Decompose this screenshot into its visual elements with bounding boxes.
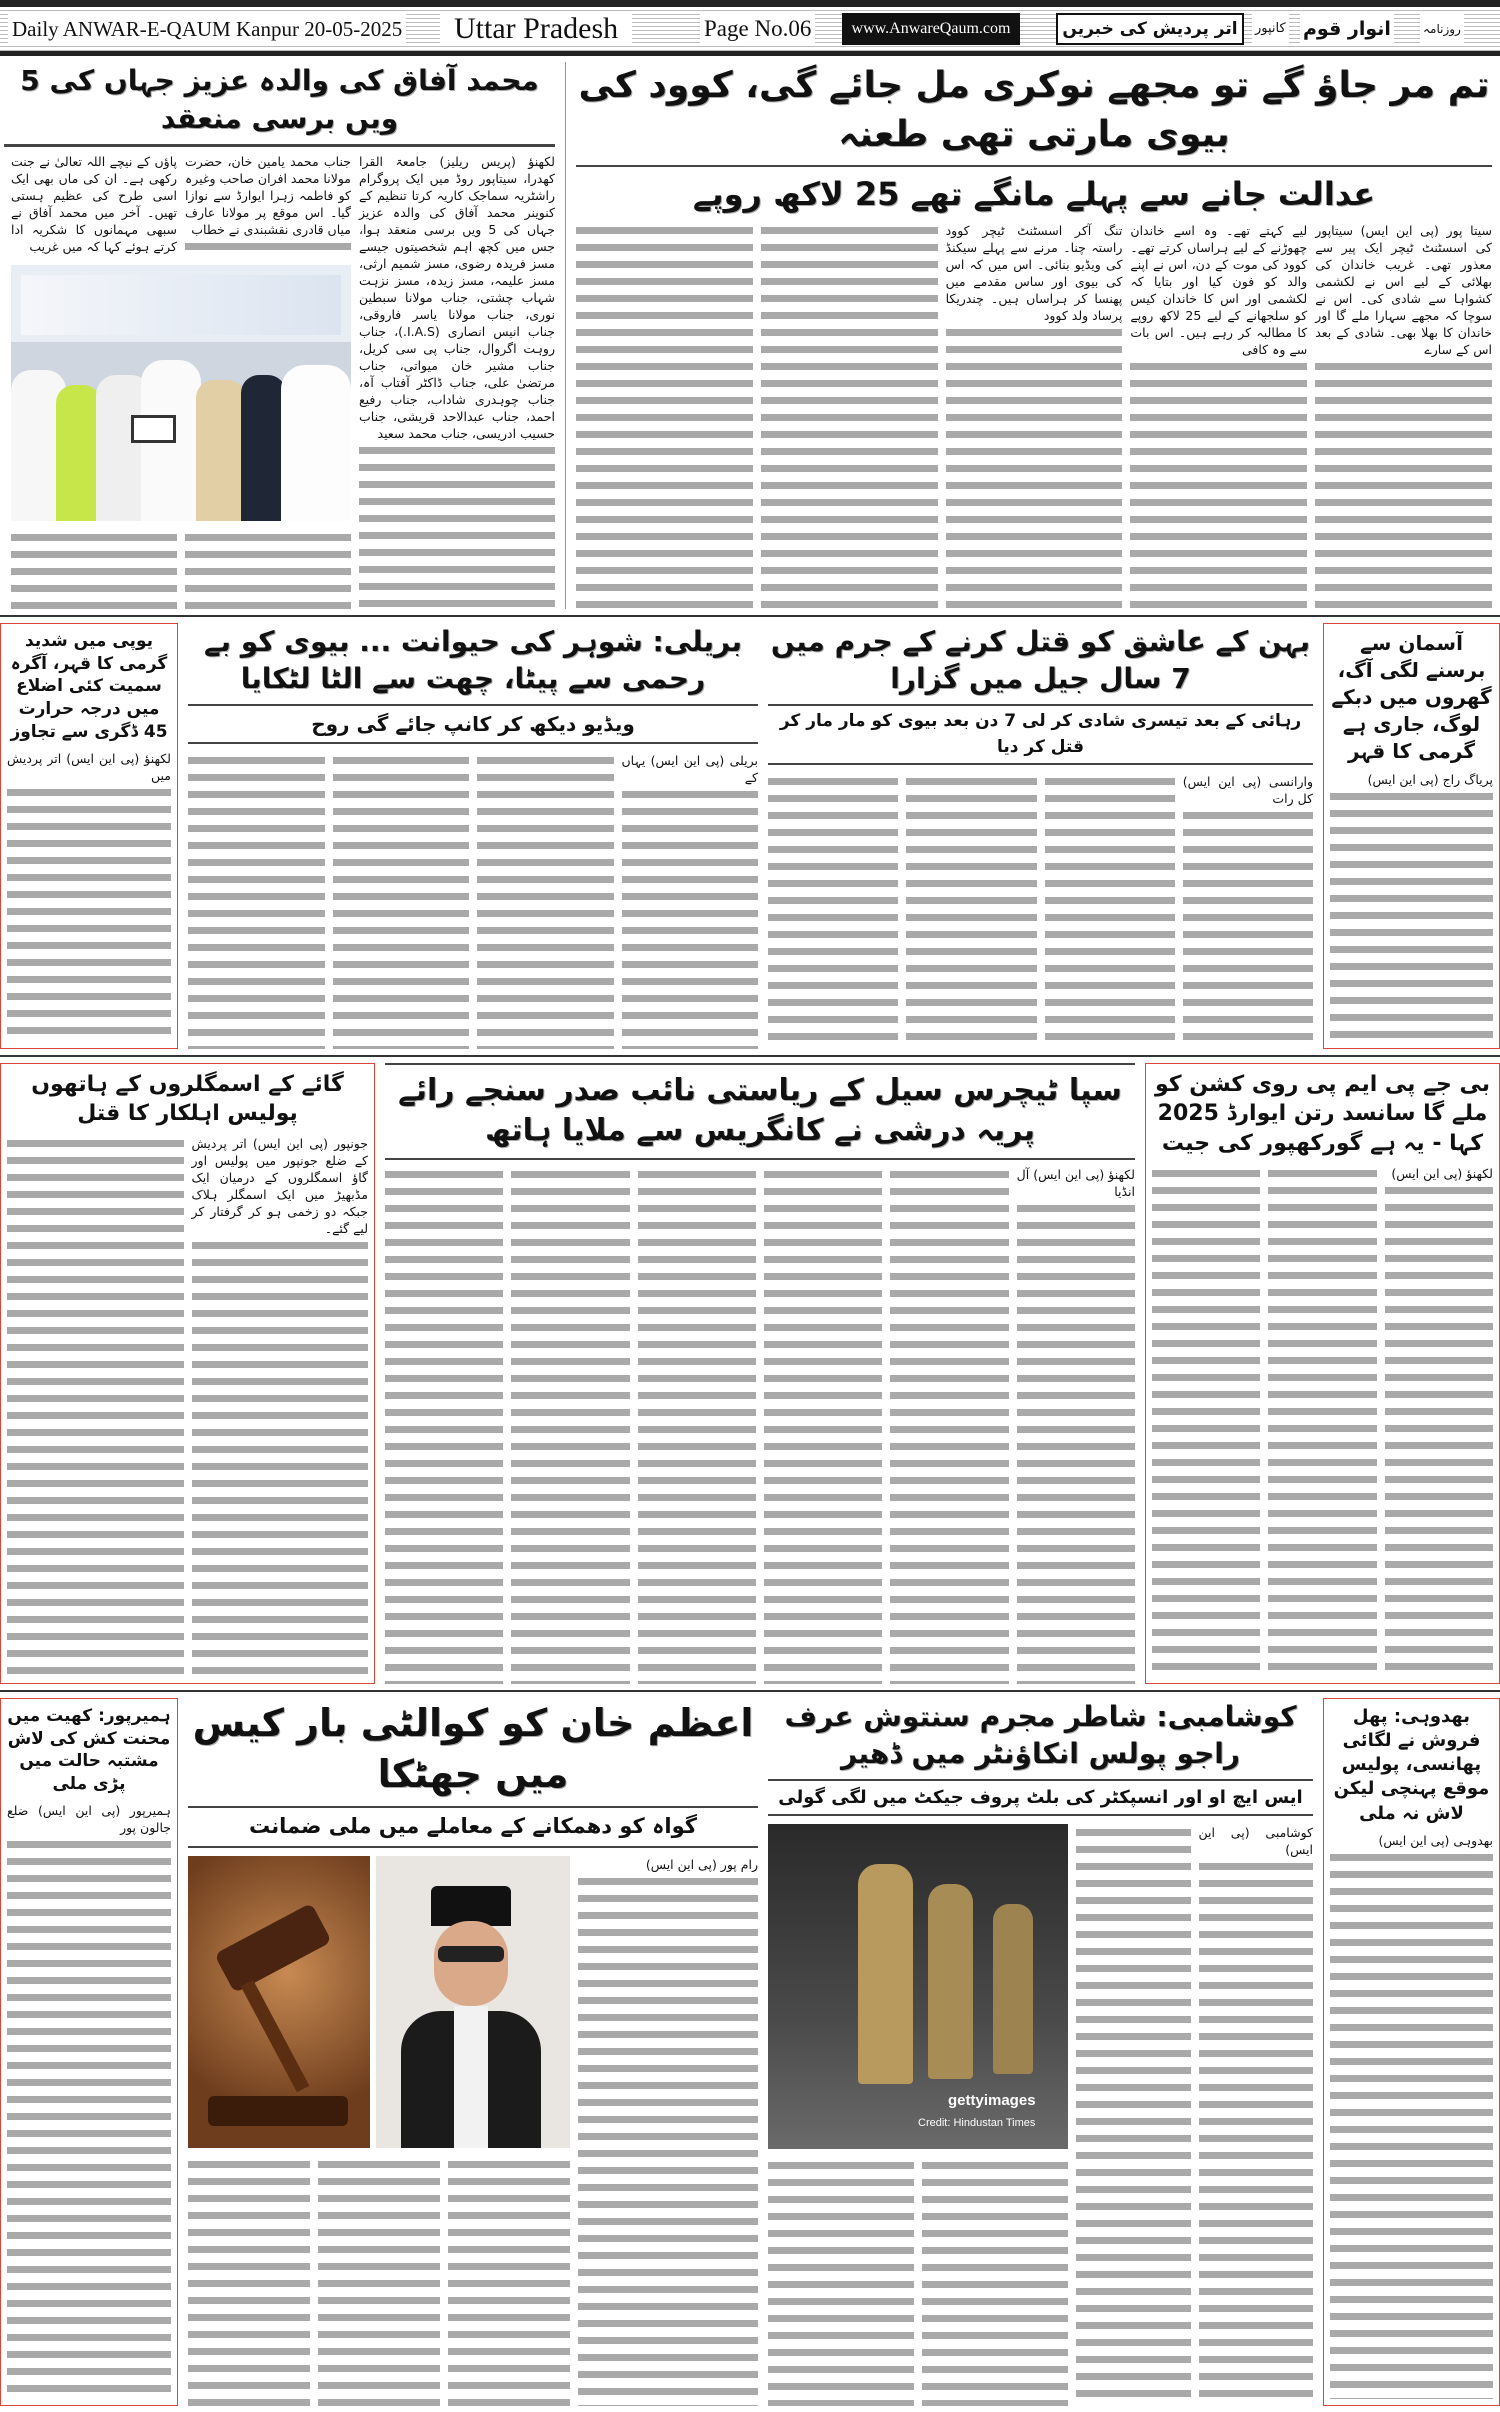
page-number: Page No.06 xyxy=(700,13,815,45)
article-column xyxy=(1152,1165,1260,1677)
article-column: لکھنؤ (پی این ایس) آل انڈیا xyxy=(1017,1166,1135,1684)
article-column xyxy=(385,1166,503,1684)
article-column xyxy=(188,752,325,1048)
article-body xyxy=(188,752,758,1048)
website-link[interactable]: www.AnwareQaum.com xyxy=(842,13,1020,45)
article-column: ہمیرپور (پی این ایس) ضلع جالون پور xyxy=(7,1802,171,2398)
article-column xyxy=(761,222,938,608)
article-column xyxy=(764,1166,882,1684)
article-column: تنگ آکر اسسٹنٹ ٹیچر کوود راستہ چنا۔ مرنے سے پہلے سیکنڈ کی ویڈیو بنائی۔ اس میں کہ اس کی بیوی اور ساس مقدمے میں پھنسا کر ہراساں ہیں۔ چندریکا پرساد ولد کوود xyxy=(946,222,1123,608)
gavel-icon xyxy=(214,1902,332,1992)
headline: کوشامبی: شاطر مجرم سنتوش عرف راجو پولس انکاؤنٹر میں ڈھیر xyxy=(784,1699,1297,1771)
article-column xyxy=(188,2156,310,2406)
daily-label: روزنامہ xyxy=(1420,13,1464,45)
article-column xyxy=(7,1135,184,1677)
story-bareilly xyxy=(188,623,758,1049)
photo-stack xyxy=(11,153,351,609)
headline: یوپی میں شدید گرمی کا قہر، آگرہ سمیت کئی اضلاع میں درجہ حرارت 45 ڈگری سے تجاوز xyxy=(10,630,168,743)
headline: آسمان سے برسنے لگی آگ، گھروں میں دبکے لوگ، جاری ہے گرمی کا قہر xyxy=(1331,630,1492,763)
article-column: جناب محمد یامین خان، حضرت مولانا محمد افران صاحب وغیرہ کو فاطمہ زہرا ایوارڈ سے نوازا گیا۔ اس موقع پر مولانا عارف میاں قادری نقشبندی نے خطاب xyxy=(185,153,351,257)
section-title: Uttar Pradesh xyxy=(440,13,632,45)
story-agra-heat xyxy=(0,623,178,1049)
subheadline: عدالت جانے سے پہلے مانگے تھے 25 لاکھ روپے xyxy=(692,175,1376,214)
article-body xyxy=(768,1824,1313,2405)
article-column xyxy=(768,773,898,1048)
article-column xyxy=(333,752,470,1048)
article-body xyxy=(7,1135,368,1677)
row-second xyxy=(0,617,1500,1057)
story-varanasi xyxy=(768,623,1313,1049)
article-column xyxy=(638,1166,756,1684)
article-column xyxy=(576,222,753,608)
azam-khan-photo xyxy=(376,1856,570,2148)
article-column: لکھنؤ (پی این ایس) اتر پردیش میں xyxy=(7,750,171,1041)
headline: بھدوہی: پھل فروش نے لگائی پھانسی، پولیس موقع پہنچی لیکن لاش نہ ملی xyxy=(1333,1705,1490,1824)
article-column: پریاگ راج (پی این ایس) xyxy=(1330,771,1493,1042)
article-column xyxy=(768,2157,914,2405)
article-column xyxy=(1045,773,1175,1048)
headline: بریلی: شوہر کی حیوانت ... بیوی کو بے رحمی سے پیٹا، چھت سے الٹا لٹکایا xyxy=(204,624,742,696)
masthead-bar xyxy=(0,0,1500,56)
article-column xyxy=(1268,1165,1376,1677)
subheadline: گواہ کو دھمکانے کے معاملے میں ملی ضمانت xyxy=(188,1806,758,1848)
row-third xyxy=(0,1057,1500,1692)
article-column xyxy=(11,529,177,609)
article-column: بھدوہی (پی این ایس) xyxy=(1330,1832,1493,2399)
article-body xyxy=(385,1166,1135,1684)
article-column: پاؤں کے نیچے اللہ تعالیٰ نے جنت رکھی ہے۔ ان کی ماں بھی ایک اسی طرح کی عظیم ہستی تھیں۔ آخر میں محمد آفاق نے سبھی مہمانوں کا شکریہ ادا کرتے ہوئے کہا کہ میں غریب xyxy=(11,153,177,257)
award-certificate xyxy=(131,415,176,443)
row-bottom xyxy=(0,1692,1500,2412)
article-column xyxy=(185,529,351,609)
article-body xyxy=(1152,1165,1493,1677)
headline: ہمیرپور: کھیت میں محنت کش کی لاش مشتبہ حالت میں پڑی ملی xyxy=(7,1705,171,1795)
article-column: سیتا پور (پی این ایس) سیتاپور کی اسسٹنٹ ٹیچر ایک پیر سے معذور تھی۔ غریب خاندان کی بھلائی کے لیے اس نے لکشمی کشواہا سے شادی کی۔ اس نے سوچا کہ مجھے سہارا ملے گا اور خاندان کا بھلا بھی۔ شادی کے بعد اس کے سارے xyxy=(1315,222,1492,608)
story-hamirpur xyxy=(0,1698,178,2406)
story-bjp-mp xyxy=(1145,1063,1500,1684)
headline: گائے کے اسمگلروں کے ہاتھوں پولیس اہلکار کا قتل xyxy=(31,1071,344,1127)
article-body xyxy=(576,222,1492,608)
police-photo xyxy=(768,1824,1068,2149)
story-azam-khan xyxy=(188,1698,758,2406)
headline: بی جے پی ایم پی روی کشن کو ملے گا سانسد رتن ایوارڈ 2025 کہا - یہ ہے گورکھپور کی جیت xyxy=(1154,1071,1491,1156)
subheadline: رہائی کے بعد تیسری شادی کر لی 7 دن بعد بیوی کو مار مار کر قتل کر دیا xyxy=(768,704,1313,765)
article-column: رام پور (پی این ایس) xyxy=(578,1856,758,2406)
article-body xyxy=(768,773,1313,1048)
subheadline: ایس ایچ او اور انسپکٹر کی بلٹ پروف جیکٹ میں لگی گولی xyxy=(768,1779,1313,1816)
article-column: لکھنؤ (پی این ایس) xyxy=(1385,1165,1493,1677)
headline: بہن کے عاشق کو قتل کرنے کے جرم میں 7 سال جیل میں گزارا xyxy=(770,624,1311,696)
headline: اعظم خان کو کوالٹی بار کیس میں جھٹکا xyxy=(192,1700,754,1796)
article-column xyxy=(906,773,1036,1048)
paper-date: Daily ANWAR-E-QAUM Kanpur 20-05-2025 xyxy=(8,13,406,45)
article-column xyxy=(318,2156,440,2406)
article-column xyxy=(448,2156,570,2406)
article-column xyxy=(890,1166,1008,1684)
article-column: جونپور (پی این ایس) اتر پردیش کے ضلع جونپور میں پولیس اور گاؤ اسمگلروں کے درمیان ایک مڈبھیڑ میں ایک اسمگلر ہلاک جبکہ دو زخمی ہو کر گرفتار کر لیے گئے۔ xyxy=(192,1135,369,1677)
gavel-photo xyxy=(188,1856,370,2148)
story-bhadohi xyxy=(1323,1698,1500,2406)
row-top xyxy=(0,56,1500,617)
section-urdu: اتر پردیش کی خبریں xyxy=(1056,13,1244,45)
article-column: کوشامبی (پی این ایس) xyxy=(1199,1824,1314,2405)
story-jaunpur xyxy=(0,1063,375,1684)
photo-stack xyxy=(768,1824,1068,2405)
article-column xyxy=(477,752,614,1048)
article-column: وارانسی (پی این ایس) کل رات xyxy=(1183,773,1313,1048)
story-heatwave xyxy=(1323,623,1500,1049)
photo-stack xyxy=(188,1856,570,2406)
masthead-logo: انوار قوم xyxy=(1300,13,1394,45)
article-column: لیے کہتے تھے۔ وہ اسے خاندان چھوڑنے کے لیے ہراساں کرتے تھے۔ کوود کی موت کے دن، اس نے اپنے والد کو فون کیا اور بتایا کہ لکشمی اور اس کا خاندان کیس کو سلجھانے کے لیے 25 لاکھ روپے کا مطالبہ کر رہے ہیں۔ اس بات سے وہ کافی xyxy=(1130,222,1307,608)
headline: محمد آفاق کی والدہ عزیز جہاں کی 5 ویں برسی منعقد xyxy=(20,64,539,135)
headline: سپا ٹیچرس سیل کے ریاستی نائب صدر سنجے رائے پریہ درشی نے کانگریس سے ملایا ہاتھ xyxy=(398,1072,1122,1149)
getty-watermark: gettyimages xyxy=(948,2092,1036,2110)
story-kaushambi xyxy=(768,1698,1313,2406)
article-column xyxy=(1076,1824,1191,2405)
article-body xyxy=(188,1856,758,2406)
event-photo xyxy=(11,265,351,521)
article-column: لکھنؤ (پریس ریلیز) جامعۃ القرا کھدرا، سیتاپور روڈ میں ایک پروگرام راشٹریہ سماجک کاریہ کرتا تنظیم کے کنوینر محمد آفاق کی والدہ عزیز جہاں کی 5 ویں برسی منعقد ہوا، جس میں کچھ اہم شخصیتوں جیسے مسز فریدہ رضوی، مسز شمیم ارثی، مسز علیمہ، مسز زیدہ، مسز نزہت شہاب چشتی، جناب مولانا سبطین نوری، جناب مولانا یاسر فاروقی، جناب انیس انصاری (I.A.S.)، جناب روہت اگروال، جناب پی سی کریل، جناب مشیر خان میواتی، جناب مرتضیٰ علی، جناب ڈاکٹر آفتاب آہ، جناب چوہدری شاداب، جناب رفیع احمد، جناب عبدالاحد قریشی، جناب حسیب ادریسی، جناب محمد سعید xyxy=(359,153,555,609)
subheadline: ویڈیو دیکھ کر کانپ جائے گی روح xyxy=(188,704,758,744)
photo-credit: Credit: Hindustan Times xyxy=(918,2117,1036,2130)
story-aafaq xyxy=(0,62,555,609)
article-body xyxy=(4,153,555,609)
article-column: بریلی (پی این ایس) یہاں کے xyxy=(622,752,759,1048)
article-column xyxy=(922,2157,1068,2405)
article-column xyxy=(511,1166,629,1684)
headline: تم مر جاؤ گے تو مجھے نوکری مل جائے گی، کوود کی بیوی مارتی تھی طعنہ xyxy=(578,65,1490,155)
city-label: کانپور xyxy=(1252,13,1289,45)
story-sitapur xyxy=(576,62,1496,609)
story-sapa xyxy=(385,1063,1135,1684)
